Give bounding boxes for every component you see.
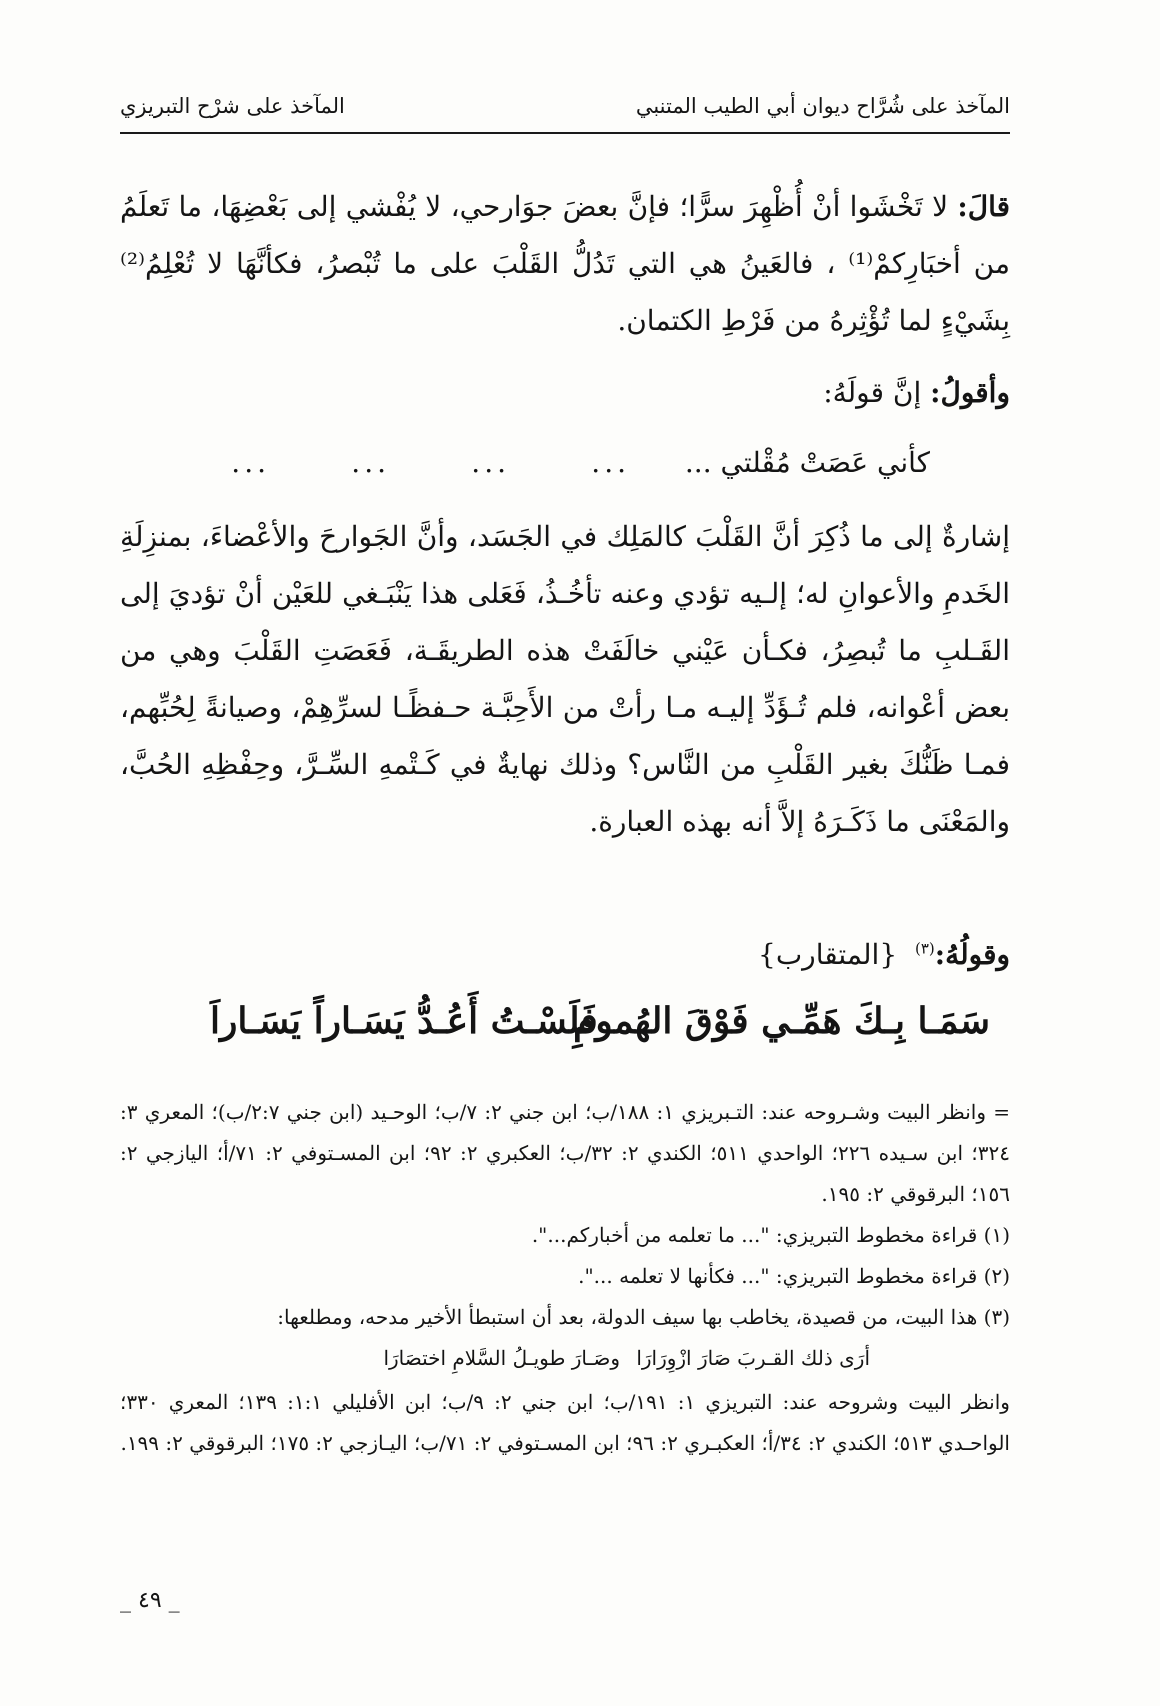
footnotes bbox=[120, 1092, 1010, 1464]
header-book-title: المآخذ على شُرَّاح ديوان أبي الطيب المتنبي bbox=[635, 94, 1010, 118]
footnote-3-references: وانظر البيت وشروحه عند: التبريزي ١: ١٩١/ب؛ ابن جني ٢: ٩/ب؛ ابن الأفليلي ١:١: ١٣٩؛ المعري ٣٣٠؛ الواحـدي ٥١٣؛ الكندي ٢: ٣٤/أ؛ العكبـري ٢: ٩٦؛ ابن المسـتوفي ٢: ٧١/ب؛ اليـازجي ٢: ١٧٥؛ البرقوقي ٢: ١٩٩. bbox=[120, 1390, 1010, 1455]
quoted-verse bbox=[210, 446, 930, 496]
header-divider bbox=[120, 132, 1010, 134]
footnote-1: (١) قراءة مخطوط التبريزي: "... ما تعلمه من أخباركم...". bbox=[531, 1223, 1010, 1247]
footnote-ref: (٣) bbox=[914, 939, 935, 958]
header-section-title: المآخذ على شرْح التبريزي bbox=[120, 94, 345, 118]
page-number: _ ٤٩ _ bbox=[120, 1588, 180, 1613]
verse-first-hemistich: سَمَـا بِـكَ هَمِّـي فَوْقَ الهُمومِ bbox=[573, 1000, 990, 1042]
paragraph-qala bbox=[120, 178, 1010, 349]
paragraph-lead-aqoul: وأقولُ: bbox=[930, 376, 1010, 409]
running-header bbox=[120, 88, 1010, 130]
paragraph-commentary: إشارةٌ إلى ما ذُكِرَ أنَّ القَلْبَ كالمَلِك في الجَسَد، وأنَّ الجَوارحَ والأعْضاءَ، بمنزِلَةِ الخَدمِ والأعوانِ له؛ إلـيه تؤدي وعنه تأخُـذُ، فَعَلى هذا يَنْبَـغي للعَيْن أنْ تؤديَ إلى القَـلبِ ما تُبصِرُ، فكـأن عَيْني خالَفَتْ هذه الطريقَـة، فَعَصَتِ القَلْبَ وهي من بعض أعْوانه، فلم تُـؤَدِّ إليـه مـا رأتْ من الأَحِبَّـة حـفظًـا لسرِّهِمْ، وصيانةً لِحُبِّهم، فمـا ظَنُّكَ بغير القَلْبِ من النَّاس؟ وذلك نهايةٌ في كَـتْمهِ السِّـرَّ، وحِفْظِهِ الحُبَّ، والمَعْنَى ما ذَكَـرَهُ إلاَّ أنه بهذه العبارة. bbox=[120, 520, 1010, 838]
footnote-3-verse bbox=[120, 1338, 1010, 1382]
verse-ellipsis: ... bbox=[471, 446, 510, 479]
meter-name: {المتقارب} bbox=[758, 938, 898, 971]
paragraph-text-aqoul: إنَّ قولَهُ: bbox=[823, 376, 931, 409]
footnote-verse-second: وصَـارَ طويـلُ السَّلامِ اختصَارَا bbox=[383, 1346, 620, 1370]
verse-ellipsis: ... bbox=[351, 446, 390, 479]
section-lead: وقولُهُ: bbox=[934, 938, 1010, 971]
verse-ellipsis: ... bbox=[591, 446, 630, 479]
paragraph-lead-qala: قالَ: bbox=[957, 190, 1010, 223]
footnote-verse-first: أرَى ذلك القـربَ صَارَ ازْوِرَارَا bbox=[636, 1346, 870, 1370]
verse-second-hemistich: فَلَسْـتُ أَعُـدُّ يَسَـاراً يَسَـاراَ bbox=[210, 1000, 598, 1042]
footnote-continued: = وانظر البيت وشـروحه عند: التـبريزي ١: ١٨٨/ب؛ ابن جني ٢: ٧/ب؛ الوحـيد (ابن جني ٢:٧/ب)؛ المعري ٣: ٣٢٤؛ ابن سـيده ٢٢٦؛ الواحدي ٥١١؛ الكندي ٢: ٣٢/ب؛ العكبري ٢: ٩٢؛ ابن المسـتوفي ٢: ٧١/أ؛ اليازجي ٢: ١٥٦؛ البرقوقي ٢: ١٩٥. bbox=[120, 1100, 1010, 1206]
poem-verse bbox=[170, 1000, 990, 1060]
section-heading bbox=[758, 938, 1010, 971]
paragraph-aqoul bbox=[120, 364, 1010, 421]
paragraph-text-qala: لا تَخْشَوا أنْ أُظْهِرَ سرًّا؛ فإنَّ بعضَ جوَارحي، لا يُفْشي إلى بَعْضِهَا، ما تَعلَمُ من أخبَارِكمْ⁽¹⁾ ، فالعَينُ هي التي تَدُلُّ القَلْبَ على ما تُبْصرُ، فكأنَّهَا لا تُعْلِمُ⁽²⁾ بِشَيْءٍ لما تُؤْثِرهُ من فَرْطِ الكتمان. bbox=[120, 190, 1010, 337]
verse-ellipsis: ... bbox=[231, 446, 270, 479]
footnote-3: (٣) هذا البيت، من قصيدة، يخاطب بها سيف الدولة، بعد أن استبطأ الأخير مدحه، ومطلعها: bbox=[277, 1305, 1010, 1329]
verse-opening: كأني عَصَتْ مُقْلتي ... bbox=[684, 446, 930, 479]
footnote-2: (٢) قراءة مخطوط التبريزي: "... فكأنها لا تعلمه ...". bbox=[578, 1264, 1010, 1288]
